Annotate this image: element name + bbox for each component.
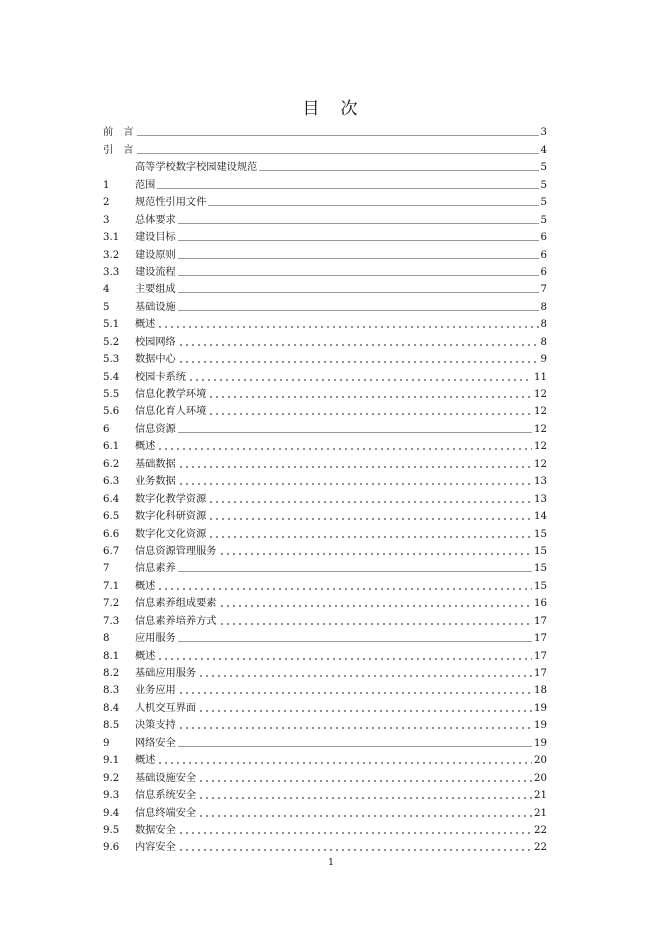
- toc-entry[interactable]: [103, 802, 547, 819]
- toc-entry-page: 14: [534, 511, 547, 523]
- toc-entry[interactable]: [103, 715, 547, 732]
- toc-entry[interactable]: [103, 349, 547, 366]
- toc-entry-title: 信息化育人环境: [135, 406, 207, 418]
- toc-entry-page: 5: [540, 162, 547, 174]
- toc-entry-page: 19: [534, 720, 547, 732]
- toc-entry-page: 15: [534, 545, 547, 557]
- toc-entry-number: 7: [103, 563, 110, 575]
- toc-entry-title: 规范性引用文件: [135, 197, 207, 209]
- toc-entry-title: 应用服务: [135, 633, 176, 645]
- toc-entry[interactable]: [103, 436, 547, 453]
- toc-entry-title: 基础设施安全: [135, 772, 197, 784]
- toc-entry-page: 17: [534, 615, 547, 627]
- toc-dot-leader: [208, 396, 532, 398]
- toc-dot-leader: [219, 623, 533, 625]
- page-number: 1: [327, 857, 335, 868]
- toc-entry-title: 建设原则: [135, 249, 176, 261]
- toc-entry-number: 引 言: [103, 144, 134, 156]
- toc-dot-leader: [188, 379, 532, 381]
- toc-entry-page: 15: [534, 580, 547, 592]
- toc-entry[interactable]: [103, 401, 547, 418]
- toc-dot-leader: [208, 536, 532, 538]
- toc-entry[interactable]: [103, 453, 547, 470]
- toc-entry-title: 数字化文化资源: [135, 528, 207, 540]
- toc-dot-leader: [157, 588, 532, 590]
- toc-entry[interactable]: [103, 471, 547, 488]
- toc-dot-leader: [178, 240, 539, 241]
- toc-entry-page: 8: [540, 319, 547, 331]
- toc-entry[interactable]: [103, 541, 547, 558]
- toc-entry-number: 1: [103, 179, 110, 191]
- toc-entry[interactable]: [103, 244, 547, 261]
- toc-entry-number: 5.2: [103, 336, 120, 348]
- toc-entry-page: 21: [534, 790, 547, 802]
- toc-entry-page: 12: [534, 406, 547, 418]
- toc-entry-title: 建设流程: [135, 266, 176, 278]
- toc-entry-title: 信息终端安全: [135, 807, 197, 819]
- toc-entry-number: 6.1: [103, 441, 120, 453]
- toc-entry-number: 3.2: [103, 249, 120, 261]
- toc-entry-number: 6.3: [103, 476, 120, 488]
- toc-entry-number: 5.3: [103, 354, 120, 366]
- toc-entry-page: 12: [534, 389, 547, 400]
- toc-entry-page: 8: [540, 336, 547, 348]
- toc-entry-title: 基础设施: [135, 301, 176, 313]
- toc-entry-title: 校园卡系统: [135, 371, 186, 383]
- toc-entry-number: 6.4: [103, 493, 120, 505]
- toc-entry-page: 15: [534, 563, 547, 575]
- toc-entry-page: 22: [534, 842, 547, 854]
- toc-dot-leader: [178, 832, 532, 834]
- page-title: 目 次: [302, 99, 360, 119]
- toc-entry-title: 信息资源: [135, 423, 176, 435]
- toc-entry-page: 19: [534, 737, 547, 749]
- toc-entry[interactable]: [103, 227, 547, 244]
- toc-entry-title: 概述: [135, 650, 156, 662]
- toc-entry-title: 概述: [135, 580, 156, 592]
- toc-entry-page: 13: [534, 476, 547, 488]
- toc-dot-leader: [137, 153, 539, 154]
- toc-entry-number: 2: [103, 197, 110, 209]
- toc-dot-leader: [178, 746, 532, 747]
- toc-dot-leader: [178, 466, 532, 468]
- toc-entry-page: 20: [534, 755, 547, 767]
- toc-entry-title: 内容安全: [135, 842, 176, 854]
- toc-entry-page: 12: [534, 458, 547, 470]
- toc-entry-title: 数字化科研资源: [135, 511, 207, 523]
- toc-entry-title: 主要组成: [135, 284, 176, 296]
- toc-entry-number: 7.3: [103, 615, 120, 627]
- toc-entry-page: 20: [534, 772, 547, 784]
- toc-entry-page: 5: [540, 179, 547, 191]
- toc-dot-leader: [157, 326, 538, 328]
- toc-entry-title: 范围: [135, 179, 156, 191]
- toc-entry-number: 9.6: [103, 842, 120, 854]
- toc-entry[interactable]: [103, 820, 547, 837]
- table-of-contents: [103, 122, 547, 854]
- toc-entry[interactable]: [103, 645, 547, 662]
- toc-entry-title: 基础数据: [135, 458, 176, 470]
- toc-entry-title: 网络安全: [135, 737, 176, 749]
- toc-entry[interactable]: [103, 628, 547, 645]
- toc-entry-page: 6: [540, 249, 547, 261]
- toc-dot-leader: [178, 258, 539, 259]
- toc-entry-number: 8.3: [103, 685, 120, 697]
- toc-entry[interactable]: [103, 384, 547, 401]
- toc-dot-leader: [178, 432, 532, 433]
- toc-dot-leader: [259, 170, 538, 171]
- toc-entry-page: 11: [534, 371, 547, 383]
- toc-entry-page: 17: [534, 633, 547, 645]
- toc-entry[interactable]: [103, 506, 547, 523]
- toc-entry-page: 17: [534, 650, 547, 662]
- toc-entry-title: 信息素养: [135, 563, 176, 575]
- toc-entry-page: 6: [540, 232, 547, 244]
- toc-entry-page: 18: [534, 685, 547, 697]
- toc-entry-number: 6.5: [103, 511, 120, 523]
- toc-entry-title: 数字化教学资源: [135, 493, 207, 505]
- toc-entry[interactable]: [103, 697, 547, 714]
- toc-entry[interactable]: [103, 785, 547, 802]
- toc-entry-number: 7.1: [103, 580, 120, 592]
- toc-entry-page: 21: [534, 807, 547, 819]
- toc-dot-leader: [208, 413, 532, 415]
- toc-entry-title: 业务应用: [135, 685, 176, 697]
- toc-dot-leader: [198, 797, 532, 799]
- toc-dot-leader: [178, 483, 532, 485]
- toc-dot-leader: [178, 849, 532, 851]
- toc-entry-number: 5.6: [103, 406, 120, 418]
- toc-dot-leader: [157, 448, 532, 450]
- toc-entry-page: 15: [534, 528, 547, 540]
- toc-dot-leader: [157, 188, 538, 189]
- toc-entry-page: 22: [534, 824, 547, 836]
- toc-dot-leader: [178, 344, 539, 346]
- toc-entry-title: 数据安全: [135, 824, 176, 836]
- toc-entry-title: 基础应用服务: [135, 668, 197, 679]
- toc-entry-number: 3.1: [103, 232, 120, 244]
- toc-entry-title: 信息素养培养方式: [135, 615, 217, 627]
- toc-entry-number: 9.3: [103, 790, 120, 802]
- toc-dot-leader: [198, 675, 532, 677]
- toc-entry[interactable]: [103, 523, 547, 540]
- toc-entry[interactable]: [103, 174, 547, 191]
- toc-dot-leader: [208, 518, 532, 520]
- toc-entry-title: 决策支持: [135, 720, 176, 732]
- toc-dot-leader: [198, 780, 532, 782]
- toc-dot-leader: [157, 658, 532, 660]
- toc-entry-page: 12: [534, 441, 547, 453]
- toc-entry-title: 业务数据: [135, 476, 176, 488]
- toc-entry-number: 8: [103, 633, 110, 645]
- toc-entry-number: 9.2: [103, 772, 120, 784]
- toc-entry[interactable]: [103, 279, 547, 296]
- toc-entry[interactable]: [103, 837, 547, 854]
- toc-entry[interactable]: [103, 314, 547, 331]
- toc-dot-leader: [157, 762, 532, 764]
- toc-dot-leader: [178, 641, 532, 642]
- toc-entry-title: 概述: [135, 441, 156, 453]
- toc-dot-leader: [178, 692, 532, 694]
- toc-entry-title: 信息化教学环境: [135, 389, 207, 400]
- toc-entry-title: 概述: [135, 319, 156, 331]
- toc-entry-number: 9.4: [103, 807, 120, 819]
- toc-entry[interactable]: [103, 296, 547, 313]
- toc-entry-number: 8.1: [103, 650, 120, 662]
- toc-entry-title: 高等学校数字校园建设规范: [135, 162, 258, 174]
- toc-dot-leader: [219, 553, 533, 555]
- toc-dot-leader: [198, 710, 532, 712]
- toc-entry-number: 3: [103, 214, 110, 226]
- toc-entry-number: 5.4: [103, 371, 120, 383]
- toc-entry-page: 9: [540, 354, 547, 366]
- toc-entry-page: 17: [534, 668, 547, 679]
- toc-entry-number: 6.6: [103, 528, 120, 540]
- toc-dot-leader: [137, 135, 539, 136]
- toc-entry[interactable]: [103, 593, 547, 610]
- toc-entry[interactable]: [103, 262, 547, 279]
- toc-dot-leader: [208, 501, 532, 503]
- toc-entry[interactable]: [103, 139, 547, 156]
- toc-entry[interactable]: [103, 750, 547, 767]
- toc-entry-number: 5.5: [103, 389, 120, 400]
- toc-entry-title: 信息素养组成要素: [135, 598, 217, 610]
- toc-entry-number: 5.1: [103, 319, 120, 331]
- toc-entry[interactable]: [103, 575, 547, 592]
- toc-entry[interactable]: [103, 663, 547, 680]
- toc-dot-leader: [219, 605, 533, 607]
- toc-entry[interactable]: [103, 767, 547, 784]
- toc-entry-title: 人机交互界面: [135, 702, 197, 714]
- toc-entry[interactable]: [103, 122, 547, 139]
- toc-dot-leader: [178, 571, 532, 572]
- toc-entry-number: 9.5: [103, 824, 120, 836]
- toc-entry-title: 数据中心: [135, 354, 176, 366]
- toc-entry-number: 7.2: [103, 598, 120, 610]
- toc-entry[interactable]: [103, 366, 547, 383]
- toc-dot-leader: [178, 275, 539, 276]
- toc-dot-leader: [178, 292, 539, 293]
- toc-dot-leader: [198, 815, 532, 817]
- toc-entry-page: 13: [534, 493, 547, 505]
- toc-entry-page: 5: [540, 214, 547, 226]
- toc-entry-page: 16: [534, 598, 547, 610]
- toc-entry-title: 校园网络: [135, 336, 176, 348]
- toc-dot-leader: [208, 205, 538, 206]
- toc-entry[interactable]: [103, 680, 547, 697]
- toc-entry-number: 5: [103, 301, 110, 313]
- toc-entry-title: 总体要求: [135, 214, 176, 226]
- toc-entry-title: 信息系统安全: [135, 790, 197, 802]
- toc-entry-page: 5: [540, 197, 547, 209]
- toc-entry-number: 前 言: [103, 127, 134, 139]
- toc-entry[interactable]: [103, 732, 547, 749]
- toc-entry[interactable]: [103, 418, 547, 435]
- toc-entry-number: 4: [103, 284, 110, 296]
- toc-entry-number: 8.4: [103, 702, 120, 714]
- toc-entry-page: 19: [534, 702, 547, 714]
- toc-entry-number: 9: [103, 737, 110, 749]
- toc-entry-number: 8.5: [103, 720, 120, 732]
- toc-dot-leader: [178, 727, 532, 729]
- toc-entry[interactable]: [103, 488, 547, 505]
- toc-entry-number: 3.3: [103, 266, 120, 278]
- toc-entry-page: 4: [540, 144, 547, 156]
- toc-entry-number: 9.1: [103, 755, 120, 767]
- toc-entry-number: 6: [103, 423, 110, 435]
- toc-entry[interactable]: [103, 192, 547, 209]
- toc-entry-title: 信息资源管理服务: [135, 545, 217, 557]
- toc-entry-number: 8.2: [103, 668, 120, 679]
- toc-dot-leader: [178, 361, 539, 363]
- toc-entry[interactable]: [103, 331, 547, 348]
- toc-entry-number: 6.7: [103, 545, 120, 557]
- toc-dot-leader: [178, 223, 539, 224]
- toc-entry-page: 12: [534, 423, 547, 435]
- toc-entry-page: 3: [540, 127, 547, 139]
- toc-entry[interactable]: [103, 209, 547, 226]
- toc-entry[interactable]: [103, 157, 547, 174]
- toc-entry-page: 7: [540, 284, 547, 296]
- toc-entry-title: 建设目标: [135, 232, 176, 244]
- toc-entry-number: 6.2: [103, 458, 120, 470]
- toc-entry[interactable]: [103, 558, 547, 575]
- toc-entry-page: 8: [540, 301, 547, 313]
- toc-dot-leader: [178, 310, 539, 311]
- toc-entry-title: 概述: [135, 755, 156, 767]
- toc-entry-page: 6: [540, 266, 547, 278]
- toc-entry[interactable]: [103, 610, 547, 627]
